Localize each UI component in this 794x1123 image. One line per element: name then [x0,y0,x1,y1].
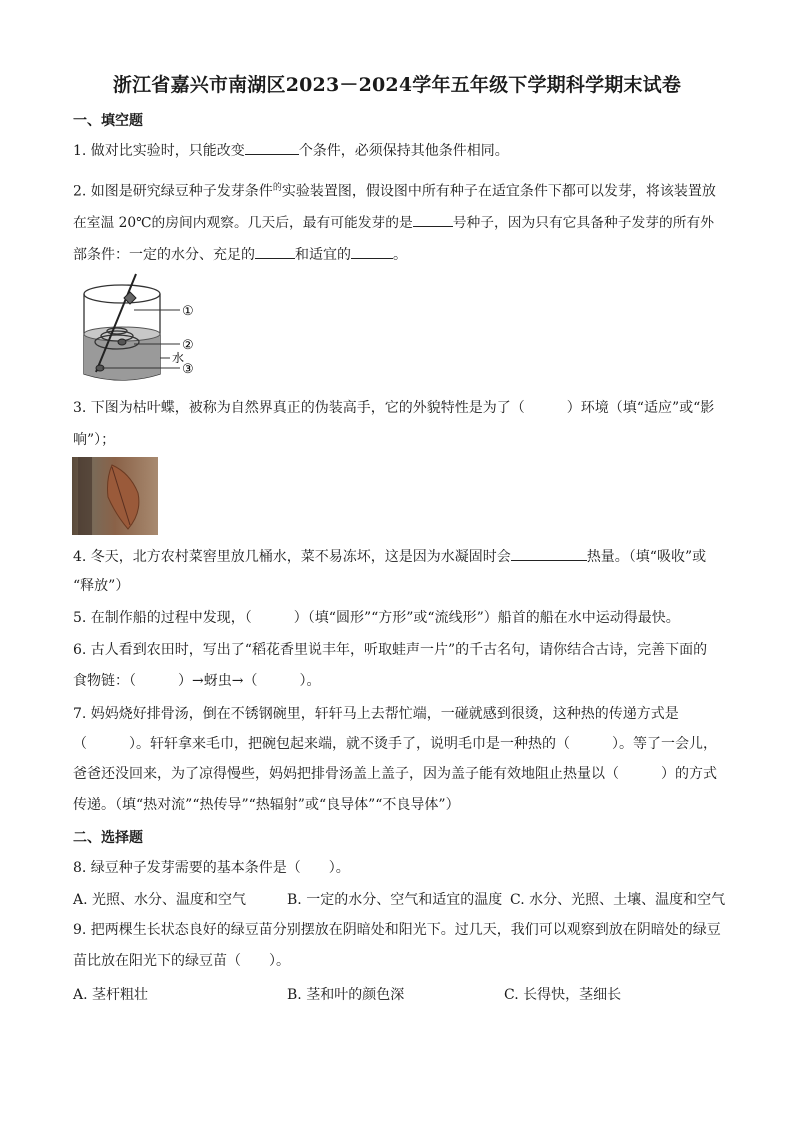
q2-text: 实验装置图，假设图中所有种子在适宜条件下都可以发芽，将该装置放 [281,183,716,200]
question-9-line-1: 9. 把两棵生长状态良好的绿豆苗分别摆放在阴暗处和阳光下。过几天，我们可以观察到放在阴暗处的绿豆 [73,922,721,938]
answer-blank[interactable] [511,546,587,561]
seed-2 [118,339,126,345]
page-title: 浙江省嘉兴市南湖区2023－2024学年五年级下学期科学期末试卷 [112,74,682,96]
question-6-line-2: 食物链：（ ）→蚜虫→（ ）。 [73,673,321,689]
answer-blank[interactable] [245,140,299,155]
label-water: 水 [172,351,185,365]
question-4-line-1 [73,546,706,567]
question-4-line-2: “释放”） [73,578,130,594]
question-8-stem: 8. 绿豆种子发芽需要的基本条件是（ ）。 [73,860,350,876]
q2-text: 2. 如图是研究绿豆种子发芽条件 [73,183,273,200]
question-9-line-2: 苗比放在阳光下的绿豆苗（ ）。 [73,953,290,969]
q2-text: 和适宜的 [295,247,351,263]
q8-option-a[interactable]: A. 光照、水分、温度和空气 [73,892,247,908]
q1-text-b: 个条件，必须保持其他条件相同。 [298,143,509,159]
label-1: ① [182,304,194,319]
section-heading-choice: 二、选择题 [73,830,143,846]
question-3-line-2: 响”）； [73,432,116,448]
q4-text: 热量。（填“吸收”或 [586,549,707,565]
leaf-butterfly-photo [72,457,158,535]
question-7-line-1: 7. 妈妈烧好排骨汤，倒在不锈钢碗里，轩轩马上去帮忙端，一碰就感到很烫，这种热的传递方式是 [73,706,679,722]
q8-option-c[interactable]: C. 水分、光照、土壤、温度和空气 [510,892,726,908]
q8-option-b[interactable]: B. 一定的水分、空气和适宜的温度 [287,892,503,908]
question-6-line-1: 6. 古人看到农田时，写出了“稻花香里说丰年，听取蛙声一片”的千古名句，请你结合古诗，完善下面的 [73,642,708,658]
q2-text: 。 [393,247,407,263]
label-2: ② [182,338,194,353]
question-5: 5. 在制作船的过程中发现，（ ）（填“圆形”“方形”或“流线形”）船首的船在水中运动得最快。 [73,610,680,626]
q9-option-b[interactable]: B. 茎和叶的颜色深 [287,987,405,1003]
q2-mark: 的 [272,183,282,193]
question-1 [73,140,509,161]
answer-blank[interactable] [351,244,393,259]
seed-experiment-figure [72,272,212,392]
answer-blank[interactable] [255,244,295,259]
question-3-line-1: 3. 下图为枯叶蝶，被称为自然界真正的伪装高手，它的外貌特性是为了（ ）环境（填“适应”或“影 [73,400,715,416]
question-7-line-2: （ ）。轩轩拿来毛巾，把碗包起来端，就不烫手了，说明毛巾是一种热的（ ）。等了一会儿， [73,736,717,752]
q9-option-a[interactable]: A. 茎杆粗壮 [73,987,149,1003]
q1-text-a: 1. 做对比实验时，只能改变 [73,143,245,159]
tree-trunk [78,457,92,535]
q2-text: 在室温 20℃的房间内观察。几天后，最有可能发芽的是 [73,215,413,231]
question-7-line-3: 爸爸还没回来，为了凉得慢些，妈妈把排骨汤盖上盖子，因为盖子能有效地阻止热量以（ ）的方式 [73,766,717,782]
question-7-line-4: 传递。（填“热对流”“热传导”“热辐射”或“良导体”“不良导体”） [73,797,460,813]
question-2-line-1 [73,178,716,202]
section-heading-fill: 一、填空题 [73,113,143,129]
q4-text: 4. 冬天，北方农村菜窖里放几桶水，菜不易冻坏，这是因为水凝固时会 [73,549,511,565]
question-2-line-2 [73,212,714,233]
q2-text: 号种子，因为只有它具备种子发芽的所有外 [452,215,715,231]
q2-text: 部条件：一定的水分、充足的 [73,247,255,263]
beaker-rim [84,285,160,303]
q9-option-c[interactable]: C. 长得快，茎细长 [504,987,622,1003]
answer-blank[interactable] [413,212,453,227]
question-2-line-3 [73,244,407,265]
label-3: ③ [182,362,194,377]
